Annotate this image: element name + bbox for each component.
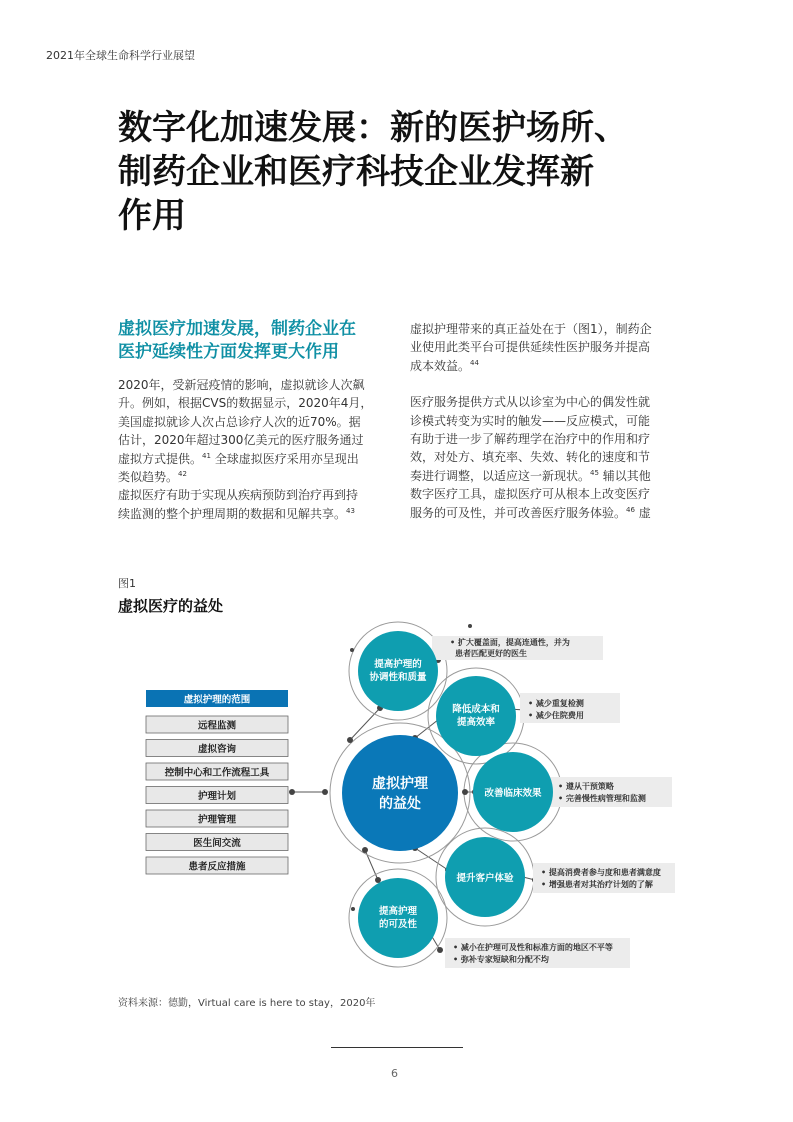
text-line: 诊模式转变为实时的触发——反应模式，可能 xyxy=(410,413,651,428)
note-text: • 遵从干预策略 xyxy=(558,782,614,791)
text-line: 虚拟医疗有助于实现从疾病预防到治疗再到持 xyxy=(118,488,359,503)
text-line xyxy=(410,504,652,522)
center-label: 的益处 xyxy=(379,796,421,812)
footnote-ref: 43 xyxy=(346,506,355,515)
divider xyxy=(331,1047,463,1048)
title-line: 数字化加速发展：新的医护场所、 xyxy=(118,108,628,148)
dot xyxy=(289,789,295,795)
note-text-span: 减少住院费用 xyxy=(535,711,584,720)
text-fragment: 辅以其他 xyxy=(598,468,651,483)
note-text: • 减小在护理可及性和标准方面的地区不平等 xyxy=(453,943,613,952)
text-line: 有助于进一步了解药理学在治疗中的作用和疗 xyxy=(410,432,651,447)
dot xyxy=(350,648,354,652)
scope-item: 护理计划 xyxy=(197,791,237,802)
text-fragment: 成本效益。 xyxy=(410,358,471,373)
text-line: 2020年，受新冠疫情的影响，虚拟就诊人次飙 xyxy=(118,378,365,392)
text-line: 医疗服务提供方式从以诊室为中心的偶发性就 xyxy=(410,395,651,410)
text-line: 美国虚拟就诊人次占总诊疗人次的近70%。据 xyxy=(118,414,361,429)
text-fragment: 服务的可及性，并可改善医疗服务体验。 xyxy=(410,505,627,520)
note-text: • 完善慢性病管理和监测 xyxy=(558,794,646,803)
text-fragment: 虚拟方式提供。 xyxy=(118,451,203,466)
text-line: 估计，2020年超过300亿美元的医疗服务通过 xyxy=(118,433,364,448)
benefit-circle xyxy=(358,878,438,958)
note-text-span: 遵从干预策略 xyxy=(565,782,614,791)
figure-label: 图1 xyxy=(118,577,136,590)
note-text: • 减少住院费用 xyxy=(528,711,584,720)
note-text: • 扩大覆盖面，提高连通性，并为 xyxy=(450,638,570,647)
dot xyxy=(375,877,381,883)
text-line xyxy=(118,505,372,523)
footnote-ref: 41 xyxy=(202,451,211,460)
section-heading-line: 医护延续性方面发挥更大作用 xyxy=(118,342,339,362)
right-column xyxy=(410,320,652,522)
note-text: 患者匹配更好的医生 xyxy=(455,649,527,658)
figure-title: 虚拟医疗的益处 xyxy=(118,597,224,615)
note-text-span: 完善慢性病管理和监测 xyxy=(565,794,646,803)
benefit-cost xyxy=(436,676,620,756)
note-text: • 增强患者对其治疗计划的了解 xyxy=(541,880,653,889)
benefit-circle xyxy=(358,631,438,711)
footnote-ref: 42 xyxy=(178,470,187,479)
benefit-label: 改善临床效果 xyxy=(484,788,542,799)
text-line xyxy=(118,450,372,468)
text-line: 数字医疗工具，虚拟医疗可从根本上改变医疗 xyxy=(410,487,651,502)
connector-line xyxy=(350,708,380,740)
text-line: 效，对处方、填充率、失效、转化的速度和节 xyxy=(410,450,651,465)
text-fragment: 续监测的整个护理周期的数据和见解共享。 xyxy=(118,506,347,521)
left-column xyxy=(118,376,372,523)
text-line: 虚拟护理带来的真正益处在于（图1），制药企 xyxy=(410,322,652,336)
dot xyxy=(322,789,328,795)
text-line xyxy=(410,357,652,375)
dot xyxy=(347,737,353,743)
scope-item: 远程监测 xyxy=(197,720,237,732)
text-fragment: 虚 xyxy=(634,505,651,520)
section-heading-line: 虚拟医疗加速发展，制药企业在 xyxy=(118,319,356,339)
scope-header: 虚拟护理的范围 xyxy=(183,694,251,706)
text-fragment: 类似趋势。 xyxy=(118,470,179,485)
footnote-ref: 46 xyxy=(626,505,635,514)
benefit-circle xyxy=(436,676,516,756)
benefit-label: 提高护理的 xyxy=(374,659,422,670)
section-heading xyxy=(118,318,398,364)
benefit-label: 协调性和质量 xyxy=(369,672,427,683)
page-title xyxy=(118,106,678,238)
benefit-label: 提高护理 xyxy=(378,906,418,917)
source-note: 资料来源：德勤，Virtual care is here to stay，2020年 xyxy=(118,998,376,1009)
note-text-span: 提高消费者参与度和患者满意度 xyxy=(548,868,661,877)
benefit-label: 提升客户体验 xyxy=(456,873,514,884)
benefit-label: 的可及性 xyxy=(378,919,418,930)
benefit-clinical xyxy=(473,752,672,832)
note-text-span: 扩大覆盖面，提高连通性，并为 xyxy=(457,638,570,647)
care-scope-list xyxy=(146,690,288,874)
running-header: 2021年全球生命科学行业展望 xyxy=(46,49,195,62)
title-line: 制药企业和医疗科技企业发挥新 xyxy=(118,152,594,192)
text-fragment: 奏进行调整，以适应这一新现状。 xyxy=(410,468,591,483)
benefit-label: 降低成本和 xyxy=(452,704,500,715)
scope-item: 虚拟咨询 xyxy=(197,744,237,755)
footnote-ref: 44 xyxy=(470,358,479,367)
dot xyxy=(362,847,368,853)
note-text: • 减少重复检测 xyxy=(528,699,584,708)
text-line: 升。例如，根据CVS的数据显示，2020年4月， xyxy=(118,396,373,411)
text-line xyxy=(118,468,372,486)
note-text-span: 减少重复检测 xyxy=(535,699,584,708)
text-fragment: 全球虚拟医疗采用亦呈现出 xyxy=(210,451,359,466)
scope-item: 医生间交流 xyxy=(193,838,241,849)
scope-item: 护理管理 xyxy=(197,814,237,826)
text-line xyxy=(410,467,652,485)
dot xyxy=(437,947,443,953)
note-text-span: 弥补专家短缺和分配不均 xyxy=(460,955,549,964)
text-line: 业使用此类平台可提供延续性医护服务并提高 xyxy=(410,340,651,355)
dot xyxy=(462,789,468,795)
footnote-ref: 45 xyxy=(590,468,599,477)
dot xyxy=(351,907,355,911)
scope-items xyxy=(146,716,288,874)
center-label: 虚拟护理 xyxy=(372,776,428,792)
note-text: • 提高消费者参与度和患者满意度 xyxy=(541,868,661,877)
benefit-customer xyxy=(445,837,675,917)
benefits-diagram xyxy=(110,620,710,980)
note-text-span: 增强患者对其治疗计划的了解 xyxy=(548,880,653,889)
center-circle xyxy=(342,735,458,851)
note-text-span: 减小在护理可及性和标准方面的地区不平等 xyxy=(460,943,613,952)
benefit-label: 提高效率 xyxy=(456,717,496,728)
scope-item: 控制中心和工作流程工具 xyxy=(164,767,270,779)
dot xyxy=(468,624,472,628)
note-text: • 弥补专家短缺和分配不均 xyxy=(453,955,549,964)
title-line: 作用 xyxy=(118,196,186,236)
scope-item: 患者反应措施 xyxy=(188,861,246,873)
page-number: 6 xyxy=(391,1067,398,1080)
